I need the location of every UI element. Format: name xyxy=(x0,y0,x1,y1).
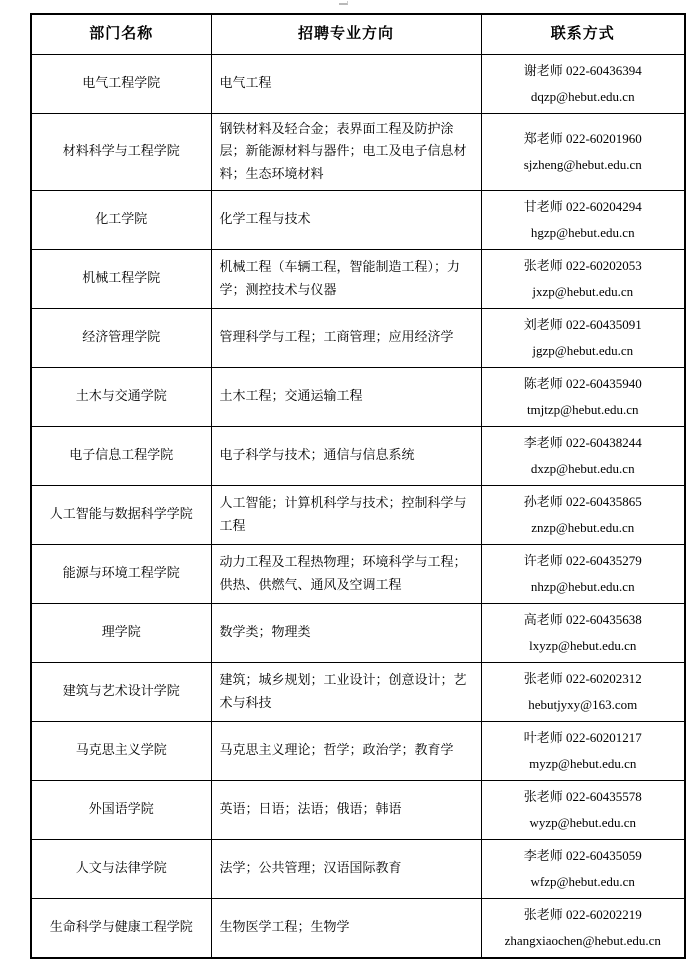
contact-phone: 张老师 022-60435578 xyxy=(523,788,642,804)
contact-email: dqzp@hebut.edu.cn xyxy=(530,88,635,104)
contact-cell xyxy=(481,190,685,249)
table-row xyxy=(31,249,685,308)
contact-phone: 陈老师 022-60435940 xyxy=(523,375,642,391)
contact-email: jgzp@hebut.edu.cn xyxy=(532,342,634,358)
majors-cell: 马克思主义理论；哲学；政治学；教育学 xyxy=(211,721,481,780)
header-department: 部门名称 xyxy=(31,14,211,54)
contact-phone: 张老师 022-60202053 xyxy=(523,257,642,273)
majors-cell: 钢铁材料及轻合金；表界面工程及防护涂层；新能源材料与器件；电工及电子信息材料；生态环境材料 xyxy=(211,113,481,190)
department-cell: 土木与交通学院 xyxy=(31,367,211,426)
department-cell: 经济管理学院 xyxy=(31,308,211,367)
department-cell: 马克思主义学院 xyxy=(31,721,211,780)
contact-cell xyxy=(481,113,685,190)
header-majors: 招聘专业方向 xyxy=(211,14,481,54)
majors-cell: 电气工程 xyxy=(211,54,481,113)
majors-cell: 生物医学工程；生物学 xyxy=(211,898,481,958)
majors-cell: 建筑；城乡规划；工业设计；创意设计；艺术与科技 xyxy=(211,662,481,721)
contact-cell xyxy=(481,485,685,544)
recruitment-table xyxy=(30,13,686,959)
cropped-text-fragment xyxy=(339,1,348,5)
department-cell: 能源与环境工程学院 xyxy=(31,544,211,603)
contact-cell xyxy=(481,367,685,426)
contact-phone: 高老师 022-60435638 xyxy=(523,611,642,627)
contact-cell xyxy=(481,839,685,898)
contact-email: lxyzp@hebut.edu.cn xyxy=(529,637,637,653)
majors-cell: 土木工程；交通运输工程 xyxy=(211,367,481,426)
contact-phone: 郑老师 022-60201960 xyxy=(523,130,642,146)
majors-cell: 电子科学与技术；通信与信息系统 xyxy=(211,426,481,485)
table-row xyxy=(31,113,685,190)
contact-phone: 张老师 022-60202219 xyxy=(523,906,642,922)
contact-email: zhangxiaochen@hebut.edu.cn xyxy=(504,932,661,948)
table-row xyxy=(31,544,685,603)
department-cell: 建筑与艺术设计学院 xyxy=(31,662,211,721)
table-row xyxy=(31,839,685,898)
contact-cell xyxy=(481,544,685,603)
contact-cell xyxy=(481,249,685,308)
contact-email: nhzp@hebut.edu.cn xyxy=(530,578,635,594)
contact-email: znzp@hebut.edu.cn xyxy=(531,519,635,535)
contact-phone: 刘老师 022-60435091 xyxy=(523,316,642,332)
contact-cell xyxy=(481,898,685,958)
table-row xyxy=(31,54,685,113)
contact-phone: 孙老师 022-60435865 xyxy=(523,493,642,509)
contact-email: jxzp@hebut.edu.cn xyxy=(532,283,634,299)
majors-cell: 管理科学与工程；工商管理；应用经济学 xyxy=(211,308,481,367)
contact-cell xyxy=(481,603,685,662)
table-row xyxy=(31,426,685,485)
header-row xyxy=(31,14,685,54)
contact-email: wfzp@hebut.edu.cn xyxy=(530,873,635,889)
table-row xyxy=(31,780,685,839)
table-row xyxy=(31,190,685,249)
contact-email: wyzp@hebut.edu.cn xyxy=(529,814,637,830)
contact-email: hebutjyxy@163.com xyxy=(528,696,638,712)
table-row xyxy=(31,485,685,544)
contact-cell xyxy=(481,721,685,780)
contact-cell xyxy=(481,54,685,113)
majors-cell: 化学工程与技术 xyxy=(211,190,481,249)
contact-cell xyxy=(481,662,685,721)
contact-phone: 李老师 022-60438244 xyxy=(523,434,642,450)
department-cell: 外国语学院 xyxy=(31,780,211,839)
majors-cell: 机械工程（车辆工程，智能制造工程）；力学；测控技术与仪器 xyxy=(211,249,481,308)
contact-cell xyxy=(481,426,685,485)
majors-cell: 数学类；物理类 xyxy=(211,603,481,662)
contact-email: dxzp@hebut.edu.cn xyxy=(530,460,635,476)
contact-phone: 甘老师 022-60204294 xyxy=(523,198,642,214)
contact-phone: 李老师 022-60435059 xyxy=(523,847,642,863)
majors-cell: 动力工程及工程热物理；环境科学与工程；供热、供燃气、通风及空调工程 xyxy=(211,544,481,603)
department-cell: 材料科学与工程学院 xyxy=(31,113,211,190)
contact-cell xyxy=(481,308,685,367)
contact-email: sjzheng@hebut.edu.cn xyxy=(523,156,642,172)
majors-cell: 法学；公共管理；汉语国际教育 xyxy=(211,839,481,898)
department-cell: 理学院 xyxy=(31,603,211,662)
department-cell: 电气工程学院 xyxy=(31,54,211,113)
table-row xyxy=(31,308,685,367)
table-row xyxy=(31,662,685,721)
contact-email: myzp@hebut.edu.cn xyxy=(529,755,637,771)
department-cell: 人工智能与数据科学学院 xyxy=(31,485,211,544)
table-row xyxy=(31,603,685,662)
table-row xyxy=(31,898,685,958)
contact-phone: 许老师 022-60435279 xyxy=(523,552,642,568)
contact-email: tmjtzp@hebut.edu.cn xyxy=(526,401,639,417)
header-contact: 联系方式 xyxy=(481,14,685,54)
table-row xyxy=(31,721,685,780)
contact-cell xyxy=(481,780,685,839)
majors-cell: 人工智能；计算机科学与技术；控制科学与工程 xyxy=(211,485,481,544)
department-cell: 人文与法律学院 xyxy=(31,839,211,898)
department-cell: 化工学院 xyxy=(31,190,211,249)
table-row xyxy=(31,367,685,426)
department-cell: 机械工程学院 xyxy=(31,249,211,308)
contact-phone: 谢老师 022-60436394 xyxy=(523,62,642,78)
department-cell: 生命科学与健康工程学院 xyxy=(31,898,211,958)
majors-cell: 英语；日语；法语；俄语；韩语 xyxy=(211,780,481,839)
department-cell: 电子信息工程学院 xyxy=(31,426,211,485)
contact-phone: 叶老师 022-60201217 xyxy=(523,729,642,745)
contact-phone: 张老师 022-60202312 xyxy=(523,670,642,686)
contact-email: hgzp@hebut.edu.cn xyxy=(530,224,635,240)
